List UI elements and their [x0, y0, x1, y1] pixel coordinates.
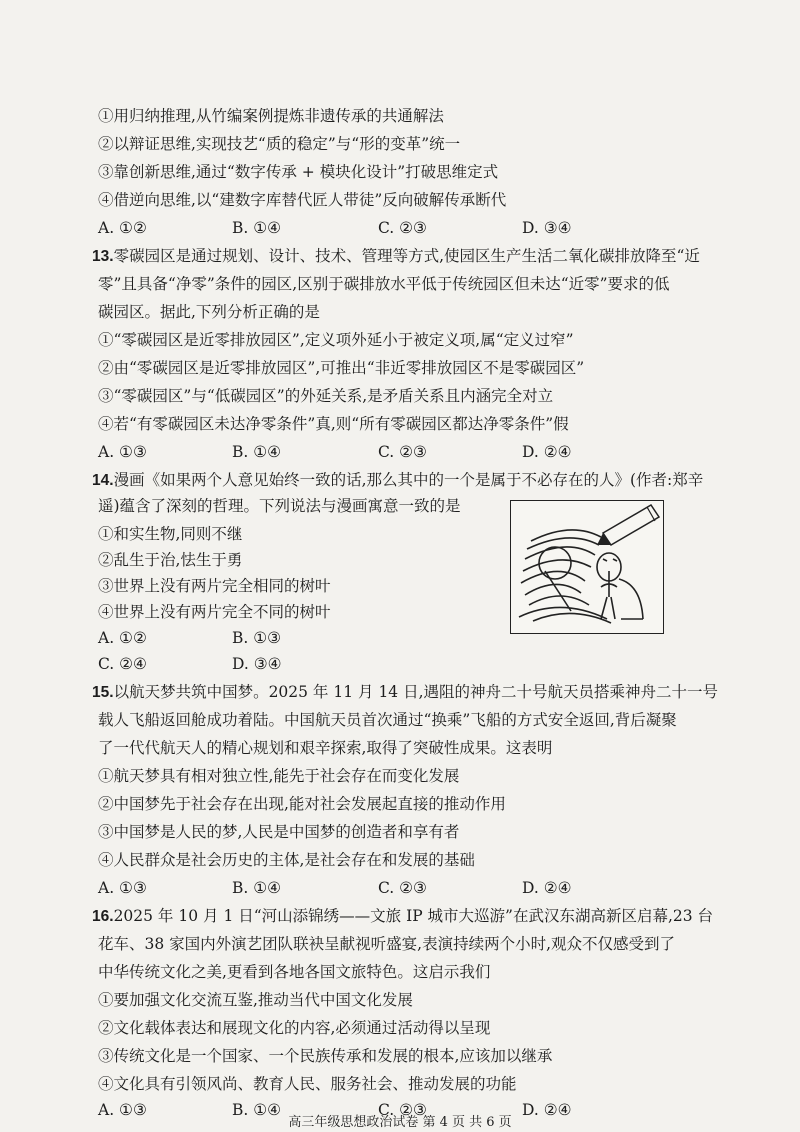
q15-stem-line-3: 了一代代航天人的精心规划和艰辛探索,取得了突破性成果。这表明: [98, 739, 553, 757]
q14-item-2: ②乱生于治,怯生于勇: [98, 551, 243, 569]
q12-option-b: B. ①④: [232, 219, 282, 237]
q14-stem-line-2: 遥)蕴含了深刻的哲理。下列说法与漫画寓意一致的是: [98, 497, 461, 515]
q12-option-c: C. ②③: [378, 219, 427, 237]
q13-item-2: ②由“零碳园区是近零排放园区”,可推出“非近零排放园区不是零碳园区”: [98, 359, 585, 377]
q16-item-3: ③传统文化是一个国家、一个民族传承和发展的根本,应该加以继承: [98, 1047, 553, 1065]
pencil-icon: [597, 505, 659, 545]
q12-option-a: A. ①②: [98, 219, 147, 237]
q14-option-d: D. ③④: [232, 655, 282, 673]
q12-item-4: ④借逆向思维,以“建数字库替代匠人带徒”反向破解传承断代: [98, 191, 507, 209]
q15-item-1: ①航天梦具有相对独立性,能先于社会存在而变化发展: [98, 767, 460, 785]
q15-stem-line-2: 载人飞船返回舱成功着陆。中国航天员首次通过“换乘”飞船的方式安全返回,背后凝聚: [98, 711, 677, 729]
cartoon-illustration: [510, 500, 664, 634]
standing-man: [597, 553, 643, 619]
q16-item-2: ②文化载体表达和展现文化的内容,必须通过活动得以呈现: [98, 1019, 491, 1037]
q16-stem-text-1: 2025 年 10 月 1 日“河山添锦绣——文旅 IP 城市大巡游”在武汉东湖高新区启幕,23 台: [113, 907, 714, 925]
q12-option-d: D. ③④: [522, 219, 572, 237]
q13-option-b: B. ①④: [232, 443, 282, 461]
q14-item-4: ④世界上没有两片完全不同的树叶: [98, 603, 331, 621]
q16-stem-line-3: 中华传统文化之美,更看到各地各国文旅特色。这启示我们: [98, 963, 491, 981]
q13-stem-line-3: 碳园区。据此,下列分析正确的是: [98, 303, 320, 321]
q15-number: 15.: [92, 684, 114, 701]
q15-item-4: ④人民群众是社会历史的主体,是社会存在和发展的基础: [98, 851, 475, 869]
q16-item-4: ④文化具有引领风尚、教育人民、服务社会、推动发展的功能: [98, 1075, 517, 1093]
q15-item-2: ②中国梦先于社会存在出现,能对社会发展起直接的推动作用: [98, 795, 506, 813]
q12-item-1: ①用归纳推理,从竹编案例提炼非遗传承的共通解法: [98, 107, 444, 125]
q13-stem-line-1: [92, 246, 700, 267]
q15-option-a: A. ①③: [98, 879, 147, 897]
q16-stem-line-1: [92, 906, 713, 927]
q14-stem-text-1: 漫画《如果两个人意见始终一致的话,那么其中的一个是属于不必存在的人》(作者:郑辛: [113, 471, 704, 489]
q16-number: 16.: [92, 908, 114, 925]
q15-stem-text-1: 以航天梦共筑中国梦。2025 年 11 月 14 日,遇阻的神舟二十号航天员搭乘神舟二十一号: [113, 683, 719, 701]
q14-number: 14.: [92, 472, 114, 489]
q15-option-b: B. ①④: [232, 879, 282, 897]
q16-item-1: ①要加强文化交流互鉴,推动当代中国文化发展: [98, 991, 413, 1009]
q15-option-d: D. ②④: [522, 879, 572, 897]
cartoon-drawing: [511, 501, 663, 633]
q14-option-a: A. ①②: [98, 629, 147, 647]
q15-item-3: ③中国梦是人民的梦,人民是中国梦的创造者和享有者: [98, 823, 460, 841]
q14-item-1: ①和实生物,同则不继: [98, 525, 243, 543]
q15-stem-line-1: [92, 682, 718, 703]
q13-stem-text-1: 零碳园区是通过规划、设计、技术、管理等方式,使园区生产生活二氧化碳排放降至“近: [113, 247, 700, 265]
q14-item-3: ③世界上没有两片完全相同的树叶: [98, 577, 331, 595]
q13-item-3: ③“零碳园区”与“低碳园区”的外延关系,是矛盾关系且内涵完全对立: [98, 387, 554, 405]
q16-option-c: C. ②③: [378, 1101, 427, 1119]
q13-number: 13.: [92, 248, 114, 265]
page-footer: 高三年级思想政治试卷 第 4 页 共 6 页: [288, 1115, 512, 1130]
q13-stem-line-2: 零”且具备“净零”条件的园区,区别于碳排放水平低于传统园区但未达“近零”要求的低: [98, 275, 670, 293]
q13-option-d: D. ②④: [522, 443, 572, 461]
q12-item-3: ③靠创新思维,通过“数字传承 + 模块化设计”打破思维定式: [98, 163, 499, 181]
q13-option-a: A. ①③: [98, 443, 147, 461]
q13-option-c: C. ②③: [378, 443, 427, 461]
q16-option-a: A. ①③: [98, 1101, 147, 1119]
q14-option-c: C. ②④: [98, 655, 147, 673]
q13-item-1: ①“零碳园区是近零排放园区”,定义项外延小于被定义项,属“定义过窄”: [98, 331, 574, 349]
q14-stem-line-1: [92, 470, 703, 491]
q15-option-c: C. ②③: [378, 879, 427, 897]
q14-option-b: B. ①③: [232, 629, 282, 647]
q13-item-4: ④若“有零碳园区未达净零条件”真,则“所有零碳园区都达净零条件”假: [98, 415, 569, 433]
q16-option-d: D. ②④: [522, 1101, 572, 1119]
q16-stem-line-2: 花车、38 家国内外演艺团队联袂呈献视听盛宴,表演持续两个小时,观众不仅感受到了: [98, 935, 676, 953]
q16-option-b: B. ①④: [232, 1101, 282, 1119]
scribble-figure: [519, 530, 611, 623]
q12-item-2: ②以辩证思维,实现技艺“质的稳定”与“形的变革”统一: [98, 135, 461, 153]
